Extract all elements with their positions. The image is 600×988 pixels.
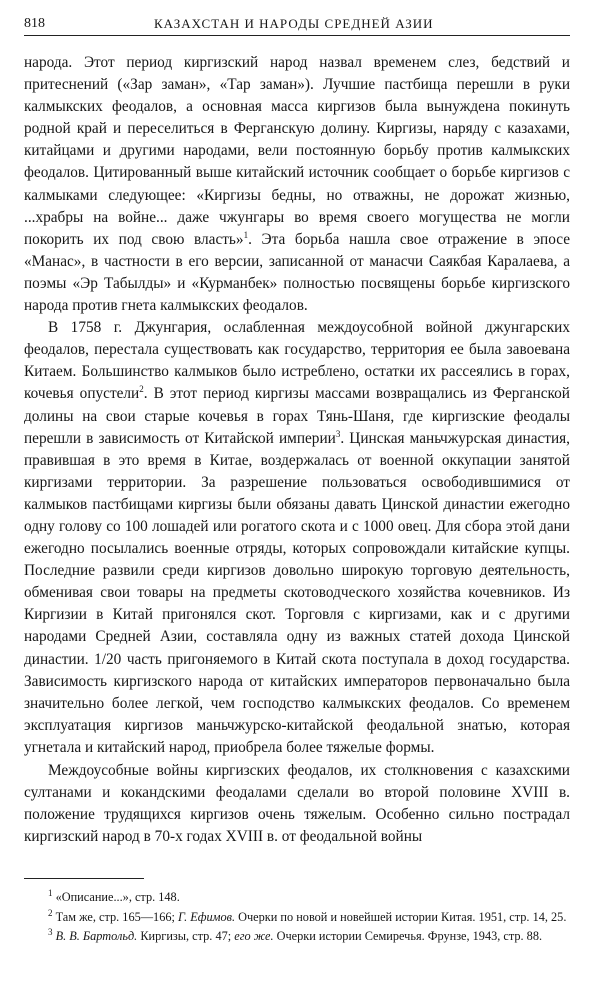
running-title: КАЗАХСТАН И НАРОДЫ СРЕДНЕЙ АЗИИ <box>154 16 434 31</box>
footnote-2-author: Г. Ефимов. <box>178 909 236 924</box>
footnote-3-num: 3 <box>48 926 53 937</box>
footnote-2 <box>24 908 570 928</box>
footnotes <box>24 888 570 947</box>
footnote-ref-1: 1 <box>243 229 249 240</box>
paragraph-2-text-d: часть пригоняемого в Китай скота поступала в доход государства. Зависимость киргизского народа от китайских императоров первоначально была значительно более легкой, чем господство калмыкских феодалов. Со временем эксплуатация киргизов маньчжурско-китайской феодальной знатью, которая угнетала и китайский народ, приобрела более тяжелые формы. <box>24 650 570 756</box>
paragraph-1 <box>24 52 570 317</box>
footnote-2-num: 2 <box>48 907 53 918</box>
page-number: 818 <box>24 16 45 31</box>
footnote-3-author-2: его же. <box>234 929 274 943</box>
footnote-3-text-a: Киргизы, стр. 47; <box>137 929 235 943</box>
footnote-1 <box>24 888 570 908</box>
paragraph-3-text: Междоусобные войны киргизских феодалов, их столкновения с казахскими султанами и кокандскими феодалами сделали во второй половине XVIII в. положение трудящихся киргизов очень тяжелым. Особенно сильно пострадал киргизский народ в 70-х годах XVIII в. от феодальной войны <box>24 762 570 846</box>
footnote-1-text: «Описание...», стр. 148. <box>52 890 180 904</box>
paragraph-2-text-b: . В этот период киргизы массами возвращались из Ферганской долины на свои старые кочевья в горах Тянь-Шаня, где киргизские феодалы перешли в зависимость от Китайской империи <box>24 385 570 447</box>
fraction: 1/20 <box>94 650 122 668</box>
paragraph-2-text-c: . Цинская маньчжурская династия, правившая в это время в Китае, воздержалась от военной оккупации занятой киргизами территории. За разрешение пользоваться освободившимися от калмыков пастбищами киргизы были обязаны давать Цинской династии ежегодно одну голову со 100 лошадей или рогатого скота и с 1000 овец. Для сбора этой дани ежегодно посылались военные отряды, которых сопровождали китайские купцы. Последние развили среди киргизов довольно широкую торговую деятельность, обменивая свои товары на предметы скотоводческого хозяйства кочевников. Из Киргизии в Китай пригонялся скот. Торговля с киргизами, как и с другими народами Средней Азии, составляла одну из важных статей дохода Цинской династии. <box>24 429 571 668</box>
footnote-3 <box>24 927 570 947</box>
paragraph-2 <box>24 317 570 759</box>
footnote-ref-2: 2 <box>139 384 144 395</box>
paragraph-1-text-a: народа. Этот период киргизский народ назвал временем слез, бедствий и притеснений («Зар заман», «Тар заман»). Лучшие пастбища перешли в руки калмыкских феодалов, а основная масса киргизов была вынуждена покинуть родной край и переселиться в Ферганскую долину. Киргизы, наряду с казахами, китайцами и другими народами, вели постоянную борьбу против калмыкских феодалов. Цитированный выше китайский источник сообщает о борьбе киргизов с калмыками следующее: «Киргизы бедны, но отважны, не дорожат жизнью, ...храбры на войне... даже чжунгары во время своего могущества не могли покорить их под свою власть» <box>24 54 570 248</box>
body-text <box>24 52 570 848</box>
footnote-1-num: 1 <box>48 887 53 898</box>
footnote-3-author: В. В. Бартольд. <box>55 929 138 943</box>
paragraph-1-text-b: . Эта борьба нашла свое отражение в эпосе «Манас», в частности в его версии, записанной от манасчи Саякбая Каралаева, а поэмы «Эр Табылды» и «Курманбек» полностью посвящены борьбе киргизского народа против гнета калмыкских феодалов. <box>24 230 570 315</box>
paragraph-2-text-a: В 1758 г. Джунгария, ослабленная междоусобной войной джунгарских феодалов, перестала существовать как государство, территория ее была завоевана Китаем. Большинство калмыков было истреблено, остатки их рассеялись в горах, кочевья опустели <box>24 319 570 403</box>
footnote-ref-3: 3 <box>335 428 341 439</box>
footnote-divider <box>24 878 144 879</box>
page-header <box>24 13 570 36</box>
paragraph-3 <box>24 760 570 848</box>
footnote-2-text-a: Там же, стр. 165—166; <box>52 909 178 924</box>
footnote-3-text-b: Очерки истории Семиречья. Фрунзе, 1943, стр. 88. <box>273 929 543 943</box>
footnote-2-text-b: Очерки по новой и новейшей истории Китая. 1951, стр. 14, 25. <box>235 909 567 924</box>
